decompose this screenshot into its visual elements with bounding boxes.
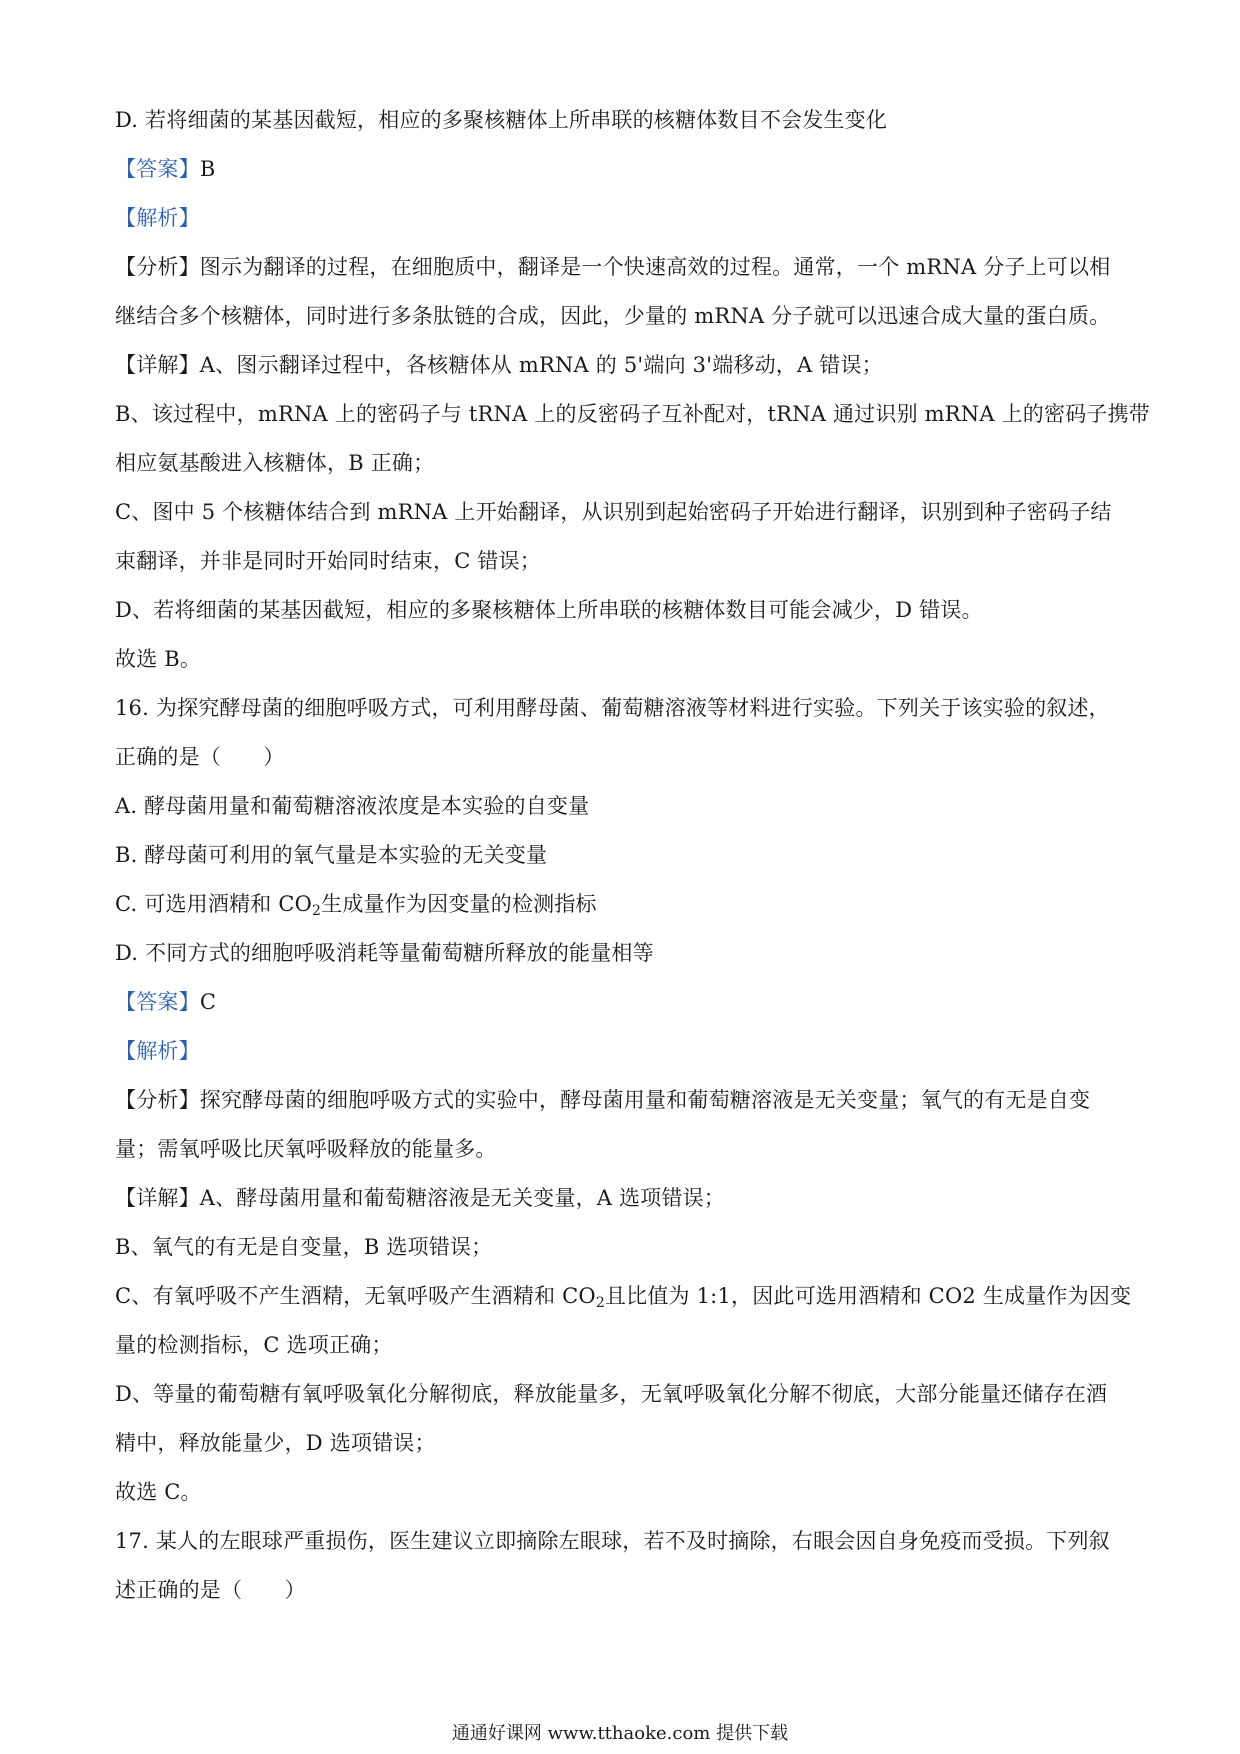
question-17-stem: 述正确的是（ ） <box>115 1578 306 1602</box>
analysis-text-line: 继结合多个核糖体，同时进行多条肽链的合成，因此，少量的 mRNA 分子就可以迅速合成大量的蛋白质。 <box>115 304 1111 328</box>
question-16-stem: 16. 为探究酵母菌的细胞呼吸方式，可利用酵母菌、葡萄糖溶液等材料进行实验。下列关于该实验的叙述， <box>115 696 1110 720</box>
choice-conclusion: 故选 C。 <box>115 1480 202 1504</box>
option-c-text: C. 可选用酒精和 CO <box>115 892 313 916</box>
detail-text-rest: 且比值为 1:1，因此可选用酒精和 CO2 生成量作为因变 <box>604 1284 1132 1308</box>
answer-tag: 【答案】 <box>115 157 200 181</box>
option-a-q16: A. 酵母菌用量和葡萄糖溶液浓度是本实验的自变量 <box>115 794 590 818</box>
detail-text-line: D、若将细菌的某基因截短，相应的多聚核糖体上所串联的核糖体数目可能会减少，D 错误。 <box>115 598 983 622</box>
option-c-q16 <box>115 880 1135 929</box>
detail-text: C、有氧呼吸不产生酒精，无氧呼吸产生酒精和 CO <box>115 1284 596 1308</box>
option-b-q16: B. 酵母菌可利用的氧气量是本实验的无关变量 <box>115 843 548 867</box>
analysis-text-line: 【分析】探究酵母菌的细胞呼吸方式的实验中，酵母菌用量和葡萄糖溶液是无关变量；氧气的有无是自变 <box>115 1088 1091 1112</box>
answer-line-q15 <box>115 145 1135 194</box>
detail-text-line: 量的检测指标，C 选项正确； <box>115 1333 393 1357</box>
detail-text-line: 束翻译，并非是同时开始同时结束，C 错误； <box>115 549 541 573</box>
detail-text-line: B、该过程中，mRNA 上的密码子与 tRNA 上的反密码子互补配对，tRNA 通过识别 mRNA 上的密码子携带 <box>115 402 1150 426</box>
detail-text-line: 【详解】A、酵母菌用量和葡萄糖溶液是无关变量，A 选项错误； <box>115 1186 726 1210</box>
answer-value: B <box>199 157 216 181</box>
choice-conclusion: 故选 B。 <box>115 647 202 671</box>
question-16-stem: 正确的是（ ） <box>115 745 285 769</box>
analysis-text-line: 量；需氧呼吸比厌氧呼吸释放的能量多。 <box>115 1137 497 1161</box>
option-d-q16: D. 不同方式的细胞呼吸消耗等量葡萄糖所释放的能量相等 <box>115 941 654 965</box>
detail-text-line: 精中，释放能量少，D 选项错误； <box>115 1431 436 1455</box>
subscript: 2 <box>312 903 322 919</box>
analysis-tag-q15: 【解析】 <box>115 206 200 230</box>
analysis-tag-q16: 【解析】 <box>115 1039 200 1063</box>
option-d-q15: D. 若将细菌的某基因截短，相应的多聚核糖体上所串联的核糖体数目不会发生变化 <box>115 108 888 132</box>
analysis-text-line: 【分析】图示为翻译的过程，在细胞质中，翻译是一个快速高效的过程。通常，一个 mRNA 分子上可以相 <box>115 255 1111 279</box>
option-c-text-rest: 生成量作为因变量的检测指标 <box>321 892 597 916</box>
detail-text-line: D、等量的葡萄糖有氧呼吸氧化分解彻底，释放能量多，无氧呼吸氧化分解不彻底，大部分能量还储存在酒 <box>115 1382 1108 1406</box>
question-17-stem: 17. 某人的左眼球严重损伤，医生建议立即摘除左眼球，若不及时摘除，右眼会因自身免疫而受损。下列叙 <box>115 1529 1110 1553</box>
detail-text-line <box>115 1272 1135 1321</box>
subscript: 2 <box>595 1295 605 1311</box>
answer-line-q16 <box>115 978 1135 1027</box>
page-footer: 通通好课网 www.tthaoke.com 提供下载 <box>451 1723 789 1744</box>
document-page <box>115 96 1150 1615</box>
detail-text-line: 相应氨基酸进入核糖体，B 正确； <box>115 451 435 475</box>
detail-text-line: C、图中 5 个核糖体结合到 mRNA 上开始翻译，从识别到起始密码子开始进行翻译，识别到种子密码子结 <box>115 500 1112 524</box>
detail-text-line: 【详解】A、图示翻译过程中，各核糖体从 mRNA 的 5'端向 3'端移动，A 错误； <box>115 353 883 377</box>
detail-text-line: B、氧气的有无是自变量，B 选项错误； <box>115 1235 493 1259</box>
answer-tag: 【答案】 <box>115 990 200 1014</box>
answer-value: C <box>199 990 217 1014</box>
